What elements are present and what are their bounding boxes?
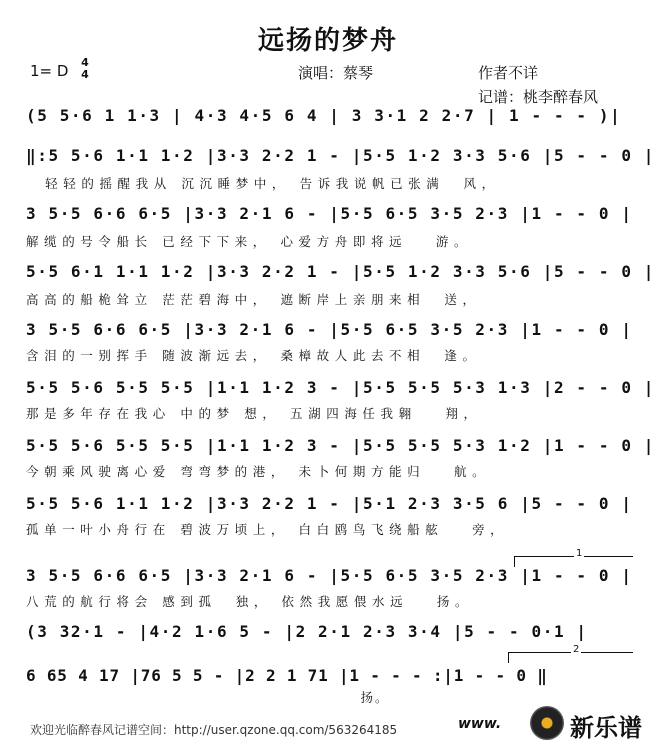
notes-line-3: 5·5 6·1 1·1 1·2 |3·3 2·2 1 - |5·5 1·2 3·3 5·6 |5 - - 0 | <box>26 262 656 281</box>
lyrics-line-6: 今朝乘风驶离心爱 弯弯梦的港， 未卜何期方能归 航。 <box>26 464 491 479</box>
notes-line-6: 5·5 5·6 5·5 5·5 |1·1 1·2 3 - |5·5 5·5 5·3 1·2 |1 - - 0 | <box>26 436 656 455</box>
song-title: 远扬的梦舟 <box>257 26 398 56</box>
notes-line-4: 3 5·5 6·6 6·5 |3·3 2·1 6 - |5·5 6·5 3·5 2·3 |1 - - 0 | <box>26 320 633 339</box>
notes-line-7: 5·5 5·6 1·1 1·2 |3·3 2·2 1 - |5·1 2·3 3·5 6 |5 - - 0 | <box>26 494 633 513</box>
time-signature <box>78 57 92 81</box>
lyrics-line-8: 八荒的航行将会 感到孤 独， 依然我愿偎水远 扬。 <box>26 594 474 609</box>
time-signature-top: 4 <box>81 56 89 69</box>
notes-line-8: 3 5·5 6·6 6·5 |3·3 2·1 6 - |5·5 6·5 3·5 2·3 |1 - - 0 | <box>26 566 633 585</box>
notes-line-1: ‖:5 5·6 1·1 1·2 |3·3 2·2 1 - |5·5 1·2 3·3 5·6 |5 - - 0 | <box>26 146 656 165</box>
volta-number-1: 1 <box>576 548 583 559</box>
vinyl-disc-icon <box>530 706 564 740</box>
watermark-domain: www. <box>458 716 502 732</box>
notes-line-9: (3 32·1 - |4·2 1·6 5 - |2 2·1 2·3 3·4 |5 - - 0·1 | <box>26 622 588 641</box>
volta-bracket-2 <box>508 644 633 663</box>
lyrics-line-3: 高高的船桅耸立 茫茫碧海中， 遮断岸上亲朋来相 送， <box>26 292 481 307</box>
lyricist-credit: 作者不详 <box>478 64 539 82</box>
lyrics-line-2: 解缆的号令船长 已经下下来， 心爱方舟即将远 游。 <box>26 234 473 249</box>
notes-line-5: 5·5 5·6 5·5 5·5 |1·1 1·2 3 - |5·5 5·5 5·3 1·3 |2 - - 0 | <box>26 378 656 397</box>
volta-number-2: 2 <box>573 644 580 655</box>
key-signature: 1= D <box>30 62 69 80</box>
notes-line-2: 3 5·5 6·6 6·5 |3·3 2·1 6 - |5·5 6·5 3·5 2·3 |1 - - 0 | <box>26 204 633 223</box>
notator-credit: 记谱：桃李醉春风 <box>478 88 599 106</box>
site-logo <box>524 700 656 748</box>
notes-line-10: 6 65 4 17 |76 5 5 - |2 2 1 71 |1 - - - :|1 - - 0 ‖ <box>26 666 548 685</box>
intro-notes: (5 5·6 1 1·3 | 4·3 4·5 6 4 | 3 3·1 2 2·7 | 1 - - - )| <box>26 106 622 125</box>
lyrics-line-5: 那是多年存在我心 中的梦 想， 五湖四海任我翱 翔， <box>26 406 482 421</box>
lyrics-line-4: 含泪的一别挥手 随波渐远去， 桑樟故人此去不相 逢。 <box>26 348 481 363</box>
lyrics-line-10: 扬。 <box>26 690 390 705</box>
lyrics-line-7: 孤单一叶小舟行在 碧波万顷上， 白白鸥鸟飞绕船舷 旁， <box>26 522 509 537</box>
singer-credit: 演唱：蔡琴 <box>298 64 374 82</box>
time-signature-bottom: 4 <box>81 68 89 81</box>
footer-note: 欢迎光临醉春风记谱空间：http://user.qzone.qq.com/563264185 <box>30 723 398 737</box>
lyrics-line-1: 轻轻的摇醒我从 沉沉睡梦中， 告诉我说帆已张满 风， <box>26 176 500 191</box>
logo-text: 新乐谱 <box>570 714 642 742</box>
